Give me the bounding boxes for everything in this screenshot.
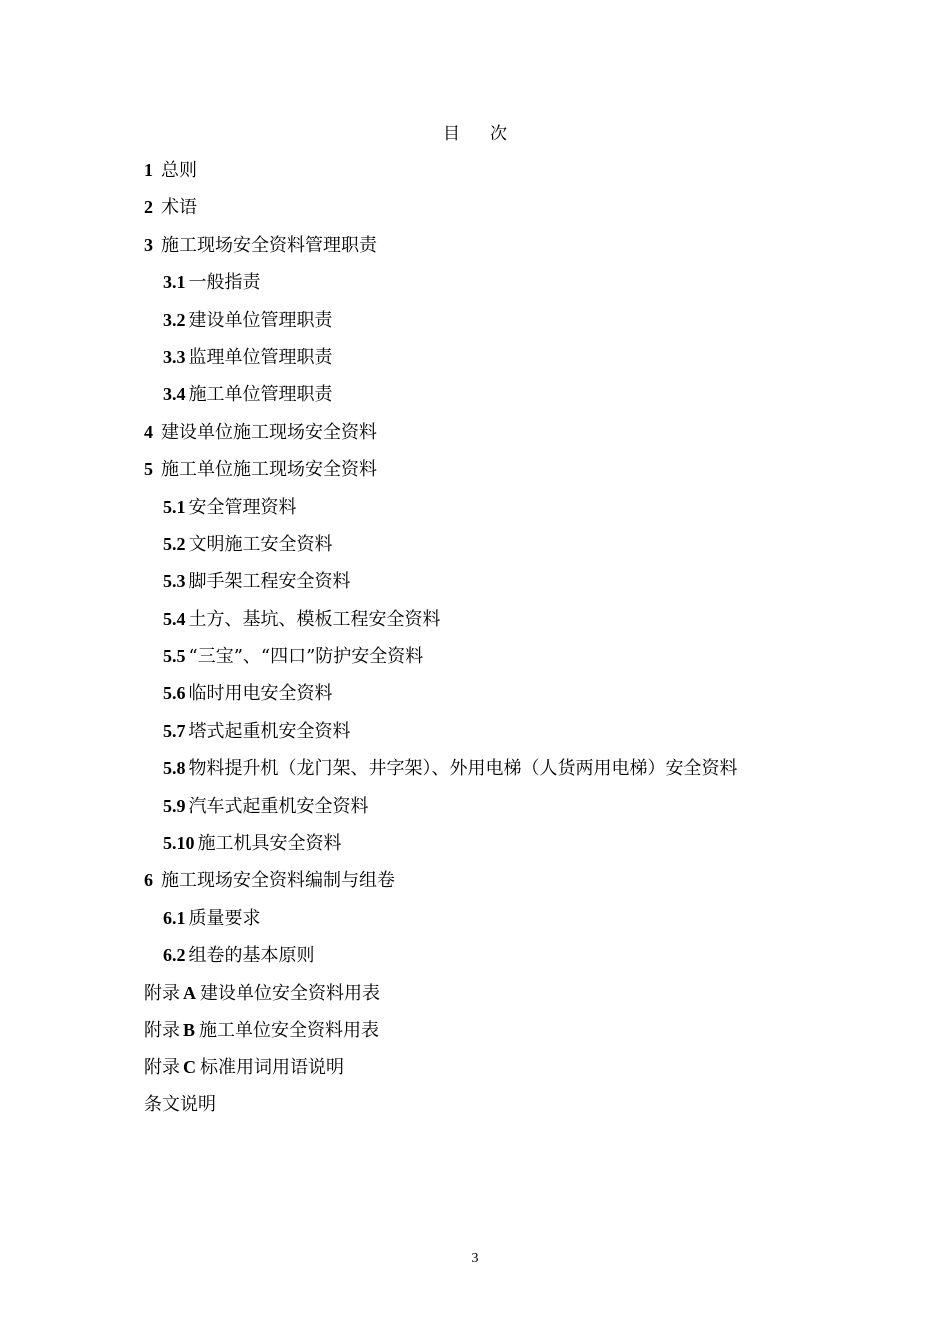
toc-entry[interactable] xyxy=(144,867,844,904)
toc-entry-title: 监理单位管理职责 xyxy=(188,346,333,368)
toc-entry-title: 术语 xyxy=(161,197,197,219)
toc-entry-number: 5.7 xyxy=(163,720,186,741)
toc-entry[interactable] xyxy=(144,307,844,344)
page-title-char-2: 次 xyxy=(490,124,507,144)
toc-entry-number: 5.6 xyxy=(163,683,186,704)
toc-entry-title: 建设单位管理职责 xyxy=(188,309,333,331)
toc-entry-number: 5.5 xyxy=(163,646,186,667)
toc-entry[interactable] xyxy=(144,232,844,269)
toc-entry[interactable] xyxy=(144,157,844,194)
toc-entry-number: 5.9 xyxy=(163,795,186,816)
toc-entry-number: 6.2 xyxy=(163,945,186,966)
toc-entry-title: 临时用电安全资料 xyxy=(188,683,333,705)
toc-entry[interactable] xyxy=(144,680,844,717)
toc-entry-number: 5.4 xyxy=(163,608,186,629)
toc-entry-number: 6 xyxy=(144,870,153,891)
toc-entry[interactable] xyxy=(144,344,844,381)
toc-entry-title: 条文说明 xyxy=(144,1093,216,1115)
toc-entry-number: 5.1 xyxy=(163,496,186,517)
toc-entry-number: 3 xyxy=(144,234,153,255)
toc-entry-number: 5.10 xyxy=(163,833,195,854)
toc-entry-title: 建设单位施工现场安全资料 xyxy=(161,421,377,443)
toc-entry-number: 3.1 xyxy=(163,272,186,293)
toc-entry-number: 5.3 xyxy=(163,571,186,592)
toc-entry-title: 组卷的基本原则 xyxy=(188,945,315,967)
toc-entry-title: 安全管理资料 xyxy=(188,496,297,518)
appendix-letter: A xyxy=(183,982,196,1003)
toc-entry-title: 塔式起重机安全资料 xyxy=(188,720,351,742)
toc-entry[interactable] xyxy=(144,830,844,867)
page-number: 3 xyxy=(471,1251,479,1266)
toc-entry-appendix-c[interactable] xyxy=(144,1054,844,1091)
toc-entry-title: 物料提升机（龙门架、井字架）、外用电梯（人货两用电梯）安全资料 xyxy=(188,758,738,780)
toc-entry-appendix-b[interactable] xyxy=(144,1017,844,1054)
toc-entry[interactable] xyxy=(144,643,844,680)
toc-entry-number: 1 xyxy=(144,160,153,180)
toc-entry[interactable] xyxy=(144,194,844,231)
toc-entry-title: 汽车式起重机安全资料 xyxy=(188,795,369,817)
toc-entry-title: 施工现场安全资料管理职责 xyxy=(161,234,377,256)
appendix-prefix: 附录 xyxy=(144,982,180,1004)
toc-entry-title: 标准用词用语说明 xyxy=(200,1057,344,1079)
toc-entry-number: 5 xyxy=(144,459,153,480)
toc-entry-title: 施工单位施工现场安全资料 xyxy=(161,459,377,481)
toc-entry[interactable] xyxy=(144,755,844,792)
toc-entry-title: 质量要求 xyxy=(188,907,261,929)
toc-entry-title: 施工单位安全资料用表 xyxy=(199,1019,380,1041)
toc-entry-number: 2 xyxy=(144,197,153,218)
toc-entry[interactable] xyxy=(144,942,844,979)
toc-entry-title: 施工机具安全资料 xyxy=(197,833,342,855)
toc-entry-title: 施工现场安全资料编制与组卷 xyxy=(161,870,395,892)
table-of-contents xyxy=(144,157,844,1129)
toc-entry-title: “三宝”、“四口”防护安全资料 xyxy=(188,646,424,668)
page-title xyxy=(0,123,950,145)
toc-entry-number: 5.2 xyxy=(163,533,186,554)
toc-entry-number: 3.4 xyxy=(163,384,186,405)
toc-entry-title: 脚手架工程安全资料 xyxy=(188,571,351,593)
toc-entry[interactable] xyxy=(144,494,844,531)
toc-entry[interactable] xyxy=(144,381,844,418)
toc-entry-title: 文明施工安全资料 xyxy=(188,533,333,555)
toc-entry-explanation[interactable] xyxy=(144,1092,844,1129)
toc-entry[interactable] xyxy=(144,568,844,605)
page-title-char-1: 目 xyxy=(443,124,460,144)
appendix-letter: C xyxy=(183,1057,196,1078)
appendix-prefix: 附录 xyxy=(144,1057,180,1079)
toc-entry-number: 3.2 xyxy=(163,309,186,330)
toc-entry-title: 施工单位管理职责 xyxy=(188,384,333,406)
toc-entry[interactable] xyxy=(144,718,844,755)
toc-entry-title: 总则 xyxy=(161,160,197,181)
toc-entry-title: 一般指责 xyxy=(188,272,261,294)
toc-entry[interactable] xyxy=(144,606,844,643)
toc-entry[interactable] xyxy=(144,269,844,306)
toc-entry-number: 3.3 xyxy=(163,346,186,367)
toc-entry[interactable] xyxy=(144,456,844,493)
toc-entry[interactable] xyxy=(144,419,844,456)
toc-entry[interactable] xyxy=(144,531,844,568)
toc-entry-title: 建设单位安全资料用表 xyxy=(200,982,380,1004)
appendix-letter: B xyxy=(183,1019,196,1040)
toc-entry-number: 6.1 xyxy=(163,907,186,928)
toc-entry-number: 4 xyxy=(144,421,153,442)
appendix-prefix: 附录 xyxy=(144,1019,180,1041)
toc-entry[interactable] xyxy=(144,905,844,942)
toc-entry-number: 5.8 xyxy=(163,758,186,779)
toc-entry-title: 土方、基坑、模板工程安全资料 xyxy=(188,608,441,630)
toc-entry-appendix-a[interactable] xyxy=(144,980,844,1017)
toc-entry[interactable] xyxy=(144,793,844,830)
